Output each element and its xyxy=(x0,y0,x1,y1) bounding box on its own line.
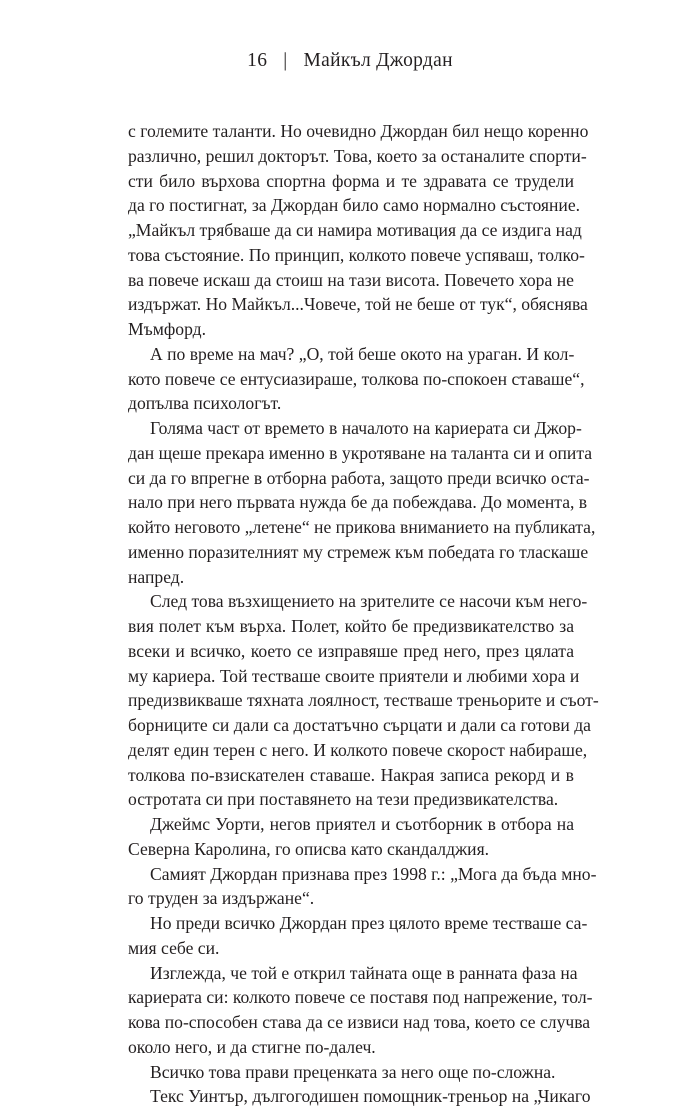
text-line: Джеймс Уорти, негов приятел и съотборник в отбора на xyxy=(150,814,574,834)
text-line: кариерата си: колкото повече се поставя под напрежение, тол- xyxy=(128,987,593,1008)
text-line: различно, решил докторът. Това, което за останалите спорти- xyxy=(128,145,587,166)
paragraph xyxy=(128,961,593,1060)
text-line: си да го впрегне в отборна работа, защото преди всичко оста- xyxy=(128,467,590,488)
text-line: Голяма част от времето в началото на кариерата си Джор- xyxy=(150,418,582,438)
text-line: След това възхищението на зрителите се насочи към него- xyxy=(150,591,588,612)
text-line: Изглежда, че той е открил тайната още в ранната фаза на xyxy=(150,962,578,983)
text-line: кото повече се ентусиазираше, толкова по-спокоен ставаше“, xyxy=(128,368,585,389)
text-line: му кариера. Той тестваше своите приятели и любими хора и xyxy=(128,665,580,686)
text-line: издържат. Но Майкъл...Човече, той не беше от тук“, обяснява xyxy=(128,294,588,315)
text-line: вия полет към върха. Полет, който бе предизвикателство за xyxy=(128,616,574,636)
text-line: Но преди всичко Джордан през цялото време тестваше са- xyxy=(150,913,588,933)
text-line: който неговото „летене“ не прикова вниманието на публиката, xyxy=(128,517,596,537)
running-head xyxy=(0,50,700,72)
text-line: борниците си дали са достатъчно сърцати и дали са готови да xyxy=(128,715,591,735)
text-line: предизвикваше тяхната лоялност, тестваше треньорите и съот- xyxy=(128,690,599,711)
text-line: да го постигнат, за Джордан било само нормално състояние. xyxy=(128,195,581,216)
paragraph xyxy=(128,119,589,342)
text-line: около него, и да стигне по-далеч. xyxy=(128,1036,376,1057)
text-line: Мъмфорд. xyxy=(128,319,206,339)
text-line: сти било върхова спортна форма и те здравата се трудели xyxy=(128,170,574,191)
text-line: всеки и всичко, което се изправяше пред него, през цялата xyxy=(128,640,574,661)
text-line: остротата си при поставянето на тези предизвикателства. xyxy=(128,789,559,810)
paragraph xyxy=(128,862,597,912)
body-text xyxy=(128,119,599,1109)
paragraph xyxy=(128,589,599,812)
text-line: с големите таланти. Но очевидно Джордан бил нещо коренно xyxy=(128,121,589,141)
text-line: допълва психологът. xyxy=(128,393,282,414)
running-title: Майкъл Джордан xyxy=(303,50,453,71)
text-line: го труден за издържане“. xyxy=(128,888,315,909)
text-line: Северна Каролина, го описва като скандалджия. xyxy=(128,838,490,859)
text-line: дан щеше прекара именно в укротяване на таланта си и опита xyxy=(128,442,593,463)
text-line: кова по-способен става да се извиси над това, което се случва xyxy=(128,1012,591,1032)
text-line: делят един терен с него. И колкото повече скорост набираше, xyxy=(128,739,588,760)
text-line: А по време на мач? „О, той беше окото на ураган. И кол- xyxy=(150,343,575,364)
page-number: 16 xyxy=(247,50,268,71)
text-line: „Майкъл трябваше да си намира мотивация да се издига над xyxy=(128,220,582,240)
text-line: Самият Джордан признава през 1998 г.: „Мога да бъда мно- xyxy=(150,863,597,884)
text-line: толкова по-взискателен ставаше. Накрая записа рекорд и в xyxy=(128,764,574,785)
text-line: мия себе си. xyxy=(128,937,220,958)
paragraph xyxy=(128,911,588,961)
text-line: нало при него първата нужда бе да побеждава. До момента, в xyxy=(128,492,588,513)
paragraph xyxy=(128,1084,591,1109)
paragraph xyxy=(128,416,596,589)
text-line: напред. xyxy=(128,566,185,587)
paragraph xyxy=(128,1060,574,1085)
text-line: Всичко това прави преценката за него още по-сложна. xyxy=(150,1061,556,1082)
paragraph xyxy=(128,812,574,862)
header-separator: | xyxy=(283,50,288,71)
text-line: ва повече искаш да стоиш на тази висота. Повечето хора не xyxy=(128,269,574,290)
text-line: Текс Уинтър, дългогодишен помощник-треньор на „Чикаго xyxy=(150,1086,591,1107)
paragraph xyxy=(128,342,585,416)
text-line: това състояние. По принцип, колкото повече успяваш, толко- xyxy=(128,244,585,265)
text-line: именно поразителният му стремеж към победата го тласкаше xyxy=(128,541,589,562)
